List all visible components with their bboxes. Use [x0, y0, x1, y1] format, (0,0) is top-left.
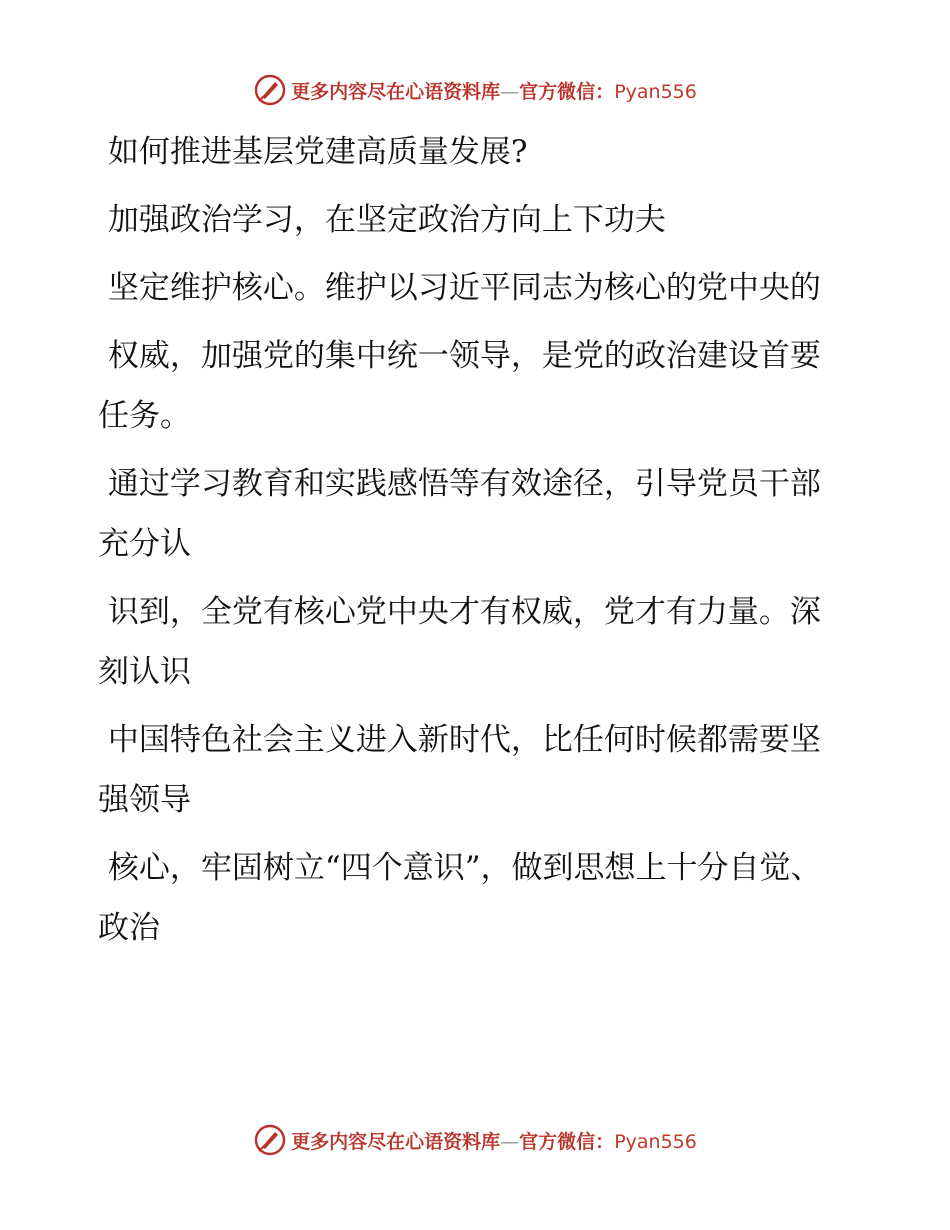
quill-seal-icon	[253, 73, 287, 107]
watermark-account: Pyan556	[614, 80, 697, 103]
watermark-banner-bottom	[0, 1122, 950, 1158]
paragraph-3: 权威，加强党的集中统一领导，是党的政治建设首要任务。	[98, 338, 821, 434]
watermark-banner-top	[0, 72, 950, 108]
watermark-suffix: 官方微信：	[519, 1130, 615, 1153]
watermark-suffix: 官方微信：	[519, 80, 615, 103]
paragraph-7: 核心，牢固树立“四个意识”，做到思想上十分自觉、政治	[98, 850, 822, 946]
paragraph-5: 识到，全党有核心党中央才有权威，党才有力量。深刻认识	[98, 594, 821, 690]
watermark-text	[291, 1127, 697, 1154]
document-title: 如何推进基层党建高质量发展?	[98, 134, 528, 170]
quill-seal-icon	[253, 1123, 287, 1157]
paragraph-6: 中国特色社会主义进入新时代，比任何时候都需要坚强领导	[98, 722, 821, 818]
watermark-main: 更多内容尽在心语资料库	[291, 80, 501, 103]
watermark-separator: —	[500, 80, 520, 103]
watermark-account: Pyan556	[614, 1130, 697, 1153]
watermark-text	[291, 77, 697, 104]
watermark-separator: —	[500, 1130, 520, 1153]
watermark-main: 更多内容尽在心语资料库	[291, 1130, 501, 1153]
paragraph-4: 通过学习教育和实践感悟等有效途径，引导党员干部充分认	[98, 466, 821, 562]
paragraph-2: 坚定维护核心。维护以习近平同志为核心的党中央的	[98, 270, 821, 306]
document-body	[98, 122, 838, 966]
paragraph-1: 加强政治学习，在坚定政治方向上下功夫	[98, 202, 666, 238]
